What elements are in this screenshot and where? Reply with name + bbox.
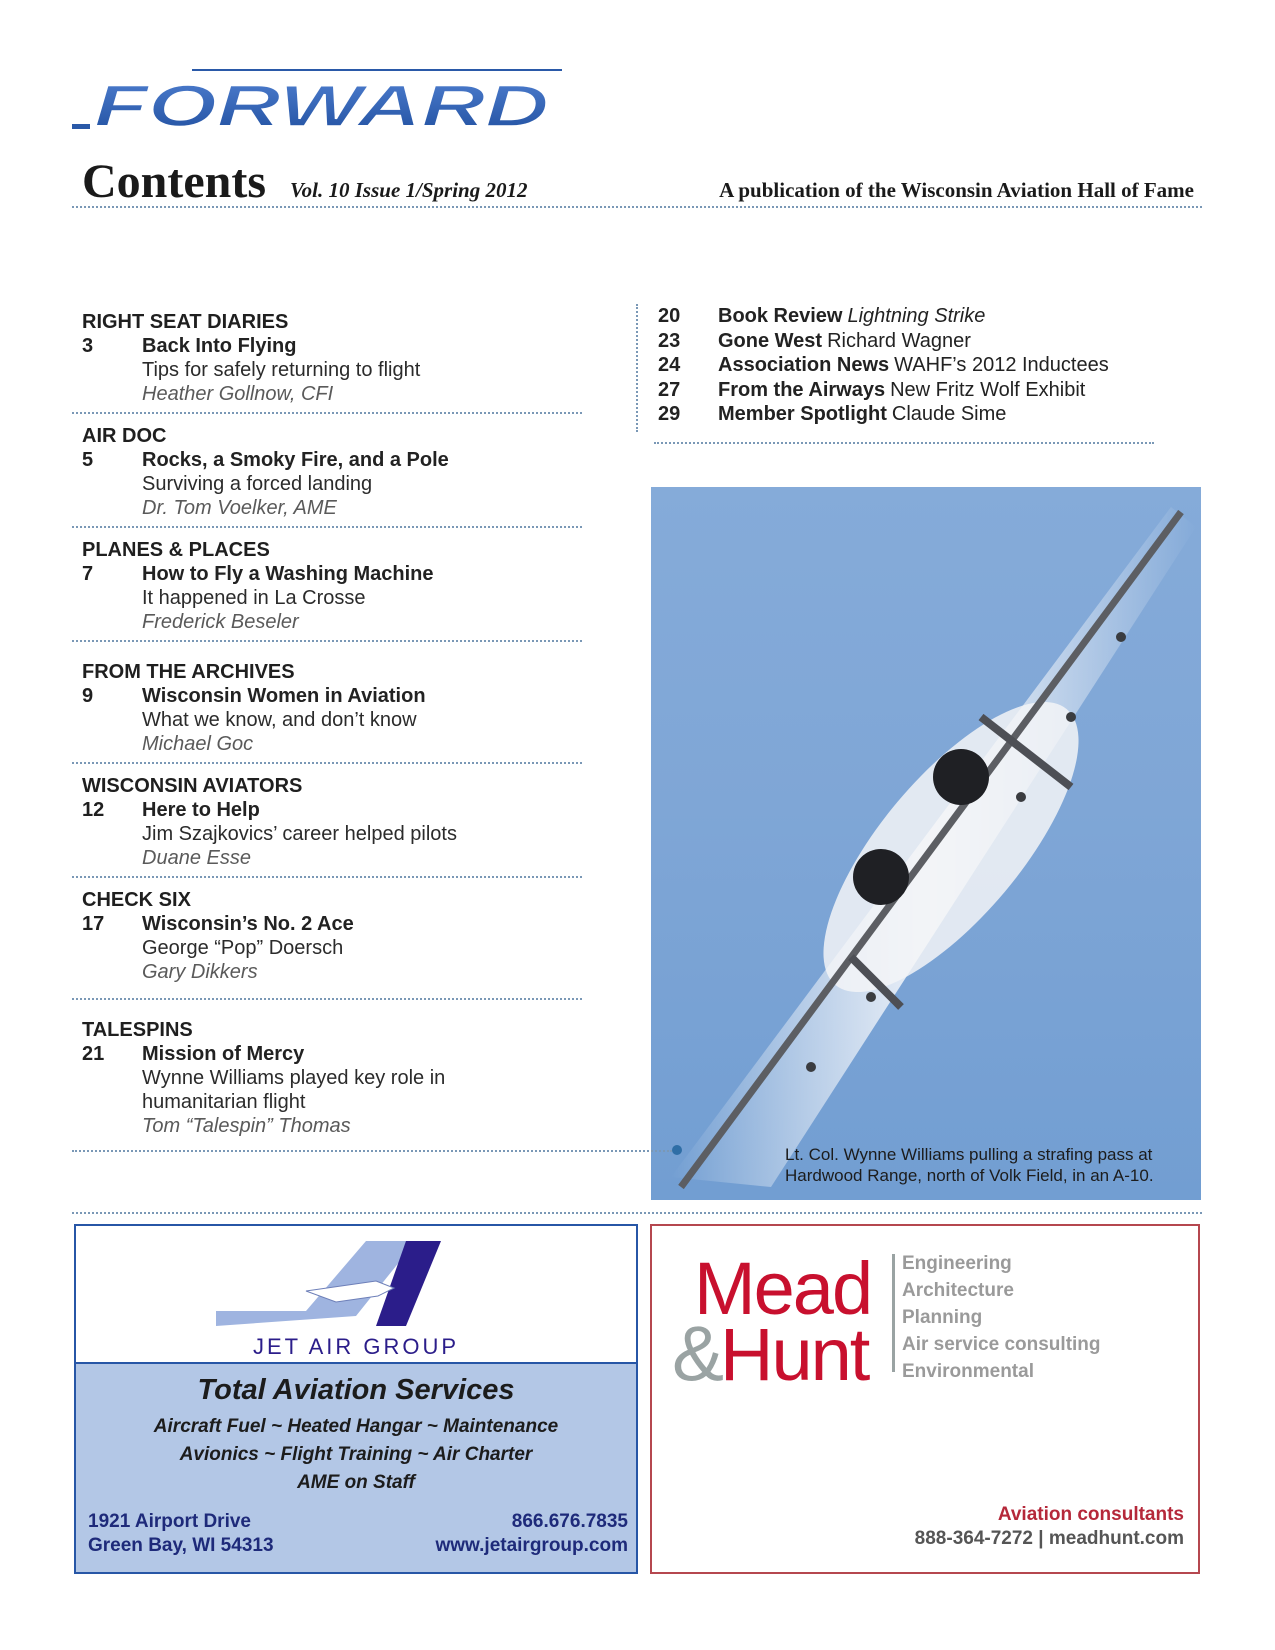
article-author: Dr. Tom Voelker, AME — [142, 497, 337, 519]
article-title: Here to Help — [142, 799, 260, 821]
section-air-doc[interactable] — [72, 414, 582, 528]
divider — [892, 1254, 895, 1372]
departments-list — [636, 304, 1156, 432]
photo-caption — [785, 1144, 1195, 1186]
jet-air-address — [88, 1510, 274, 1558]
a10-aircraft-icon — [651, 487, 1201, 1200]
a10-photo — [651, 487, 1201, 1200]
website-link[interactable]: www.jetairgroup.com — [435, 1535, 628, 1556]
department-title: Gone West — [718, 329, 823, 352]
department-title: Book Review — [718, 305, 843, 327]
article-subtitle: George “Pop” Doersch — [142, 937, 344, 959]
brand-hunt: Hunt — [720, 1313, 869, 1396]
article-author: Duane Esse — [142, 847, 251, 869]
jet-air-logo — [76, 1226, 636, 1364]
mead-hunt-logo — [662, 1244, 882, 1397]
section-check-six[interactable] — [72, 878, 582, 1000]
jet-air-service: Avionics ~ Flight Training ~ Air Charter — [179, 1444, 533, 1465]
department-desc: New Fritz Wolf Exhibit — [890, 378, 1086, 401]
page-number: 29 — [658, 403, 681, 425]
department-desc: WAHF’s 2012 Inductees — [894, 354, 1109, 376]
jet-air-headline: Total Aviation Services — [197, 1374, 515, 1406]
page-number: 9 — [82, 685, 94, 707]
caption-line: Hardwood Range, north of Volk Field, in an A-10. — [785, 1166, 1154, 1185]
department-title: Member Spotlight — [718, 403, 887, 425]
jet-air-service: AME on Staff — [297, 1472, 415, 1493]
article-title: Mission of Mercy — [142, 1043, 305, 1065]
section-right-seat-diaries[interactable] — [72, 306, 582, 414]
article-subtitle: It happened in La Crosse — [142, 587, 366, 609]
department-item-member-spotlight[interactable] — [658, 402, 1109, 427]
section-planes-places[interactable] — [72, 528, 582, 642]
page-number: 5 — [82, 449, 94, 471]
caption-divider — [72, 1150, 672, 1152]
article-title: Wisconsin Women in Aviation — [142, 685, 426, 707]
jet-air-brand: JET AIR GROUP — [252, 1334, 460, 1359]
mead-hunt-tagline: Aviation consultants — [997, 1504, 1184, 1525]
service-item: Air service consulting — [902, 1334, 1101, 1355]
caption-bullet-icon — [672, 1145, 682, 1155]
department-item-gone-west[interactable] — [658, 329, 1109, 354]
jet-air-airplane-icon — [216, 1236, 496, 1336]
ad-jet-air-group[interactable] — [74, 1224, 638, 1574]
article-subtitle: Tips for safely returning to flight — [142, 359, 421, 381]
jet-air-service: Aircraft Fuel ~ Heated Hangar ~ Maintenance — [153, 1416, 559, 1437]
article-author: Heather Gollnow, CFI — [142, 383, 334, 405]
service-item: Architecture — [902, 1280, 1014, 1301]
article-author: Michael Goc — [142, 733, 254, 755]
article-author: Tom “Talespin” Thomas — [142, 1115, 351, 1137]
jet-air-contact — [436, 1510, 629, 1558]
article-title: Wisconsin’s No. 2 Ace — [142, 913, 354, 935]
masthead-logo — [72, 66, 562, 146]
department-title: From the Airways — [718, 378, 886, 401]
section-title: WISCONSIN AVIATORS — [82, 775, 303, 797]
department-item-book-review[interactable] — [658, 304, 1109, 329]
address-line: Green Bay, WI 54313 — [88, 1535, 274, 1556]
mead-hunt-services — [902, 1250, 1101, 1385]
ad-mead-hunt[interactable] — [650, 1224, 1200, 1574]
service-item: Planning — [902, 1307, 983, 1328]
contents-header — [72, 150, 1202, 208]
page-number: 17 — [82, 913, 105, 935]
service-item: Environmental — [902, 1361, 1034, 1382]
department-desc: Richard Wagner — [827, 329, 971, 352]
article-title: Rocks, a Smoky Fire, and a Pole — [142, 449, 449, 471]
section-talespins[interactable] — [72, 1000, 582, 1144]
article-subtitle: Surviving a forced landing — [142, 473, 373, 495]
department-item-from-the-airways[interactable] — [658, 378, 1109, 403]
department-desc: Lightning Strike — [847, 305, 986, 327]
article-author: Frederick Beseler — [142, 611, 299, 633]
svg-text:FORWARD: FORWARD — [94, 74, 549, 139]
article-subtitle: Wynne Williams played key role in humanitarian flight — [142, 1067, 446, 1113]
mead-hunt-contact[interactable]: 888-364-7272 | meadhunt.com — [914, 1528, 1184, 1549]
feature-sections — [72, 306, 582, 1144]
article-title: Back Into Flying — [142, 335, 297, 357]
brand-mead: Mead — [694, 1247, 872, 1330]
department-desc: Claude Sime — [891, 403, 1007, 425]
page-number: 27 — [658, 378, 681, 401]
issue-label: Vol. 10 Issue 1/Spring 2012 — [290, 178, 528, 202]
brand-ampersand: & — [672, 1309, 725, 1397]
caption-line: Lt. Col. Wynne Williams pulling a strafing pass at — [785, 1145, 1153, 1164]
section-title: PLANES & PLACES — [82, 539, 270, 561]
page-number: 3 — [82, 335, 94, 357]
page-number: 7 — [82, 563, 94, 585]
address-line: 1921 Airport Drive — [88, 1511, 251, 1532]
department-title: Association News — [718, 354, 890, 376]
phone: 866.676.7835 — [511, 1511, 628, 1532]
section-title: CHECK SIX — [82, 889, 191, 911]
section-title: TALESPINS — [82, 1019, 193, 1041]
section-title: RIGHT SEAT DIARIES — [82, 311, 289, 333]
department-item-association-news[interactable] — [658, 353, 1109, 378]
forward-in-flight-logo-icon — [72, 66, 562, 146]
page-number: 23 — [658, 329, 681, 352]
article-subtitle: What we know, and don’t know — [142, 709, 417, 731]
section-wisconsin-aviators[interactable] — [72, 764, 582, 878]
jet-air-panel — [76, 1364, 636, 1572]
article-title: How to Fly a Washing Machine — [142, 563, 434, 585]
service-item: Engineering — [902, 1253, 1012, 1274]
divider — [72, 1212, 1202, 1214]
page-number: 20 — [658, 305, 681, 327]
divider — [654, 442, 1154, 444]
publication-tagline: A publication of the Wisconsin Aviation Hall of Fame — [719, 178, 1194, 202]
section-title: FROM THE ARCHIVES — [82, 661, 295, 683]
page-number: 12 — [82, 799, 105, 821]
page-title: Contents — [82, 155, 267, 208]
section-title: AIR DOC — [82, 425, 167, 447]
article-author: Gary Dikkers — [142, 961, 258, 983]
page-number: 21 — [82, 1043, 105, 1065]
article-subtitle: Jim Szajkovics’ career helped pilots — [142, 823, 457, 845]
section-from-the-archives[interactable] — [72, 642, 582, 764]
page-number: 24 — [658, 354, 681, 376]
